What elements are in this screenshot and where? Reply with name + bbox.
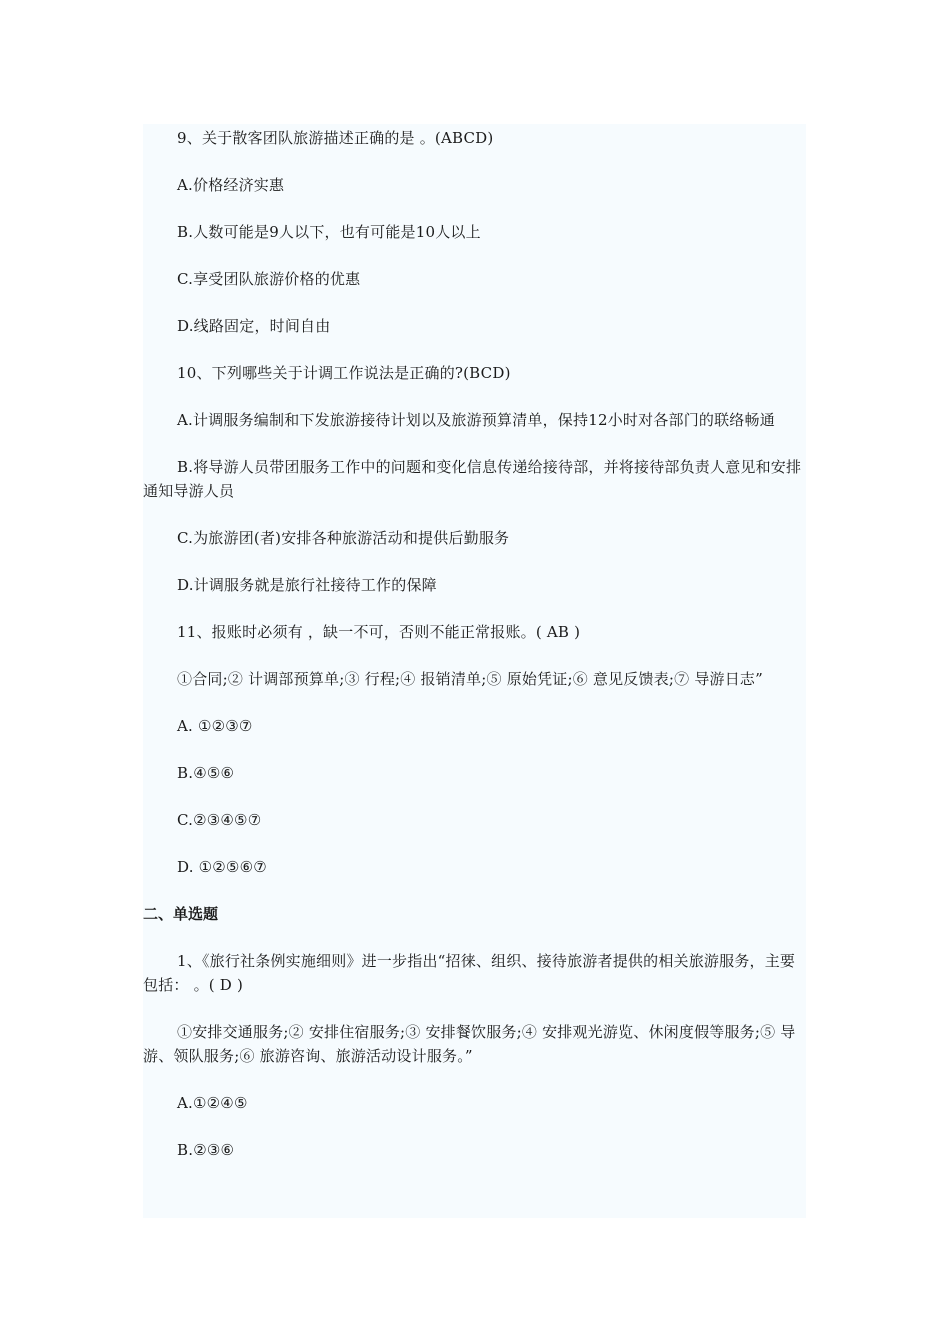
- question-9: 9、关于散客团队旅游描述正确的是 。(ABCD): [177, 129, 494, 147]
- q9-option-c: C.享受团队旅游价格的优惠: [177, 270, 361, 288]
- question-11: 11、报账时必须有 ，缺一不可，否则不能正常报账。( AB ): [177, 623, 581, 641]
- q11-option-d: D. ①②⑤⑥⑦: [177, 858, 267, 876]
- question-10: 10、下列哪些关于计调工作说法是正确的?(BCD): [177, 364, 511, 382]
- q10-option-d: D.计调服务就是旅行社接待工作的保障: [177, 576, 437, 594]
- q10-option-b: B.将导游人员带团服务工作中的问题和变化信息传递给接待部，并将接待部负责人意见和安排通知导游人员: [143, 458, 802, 500]
- q11-items: ①合同;② 计调部预算单;③ 行程;④ 报销清单;⑤ 原始凭证;⑥ 意见反馈表;⑦ 导游日志”: [177, 670, 764, 688]
- sc-q1-items: ①安排交通服务;② 安排住宿服务;③ 安排餐饮服务;④ 安排观光游览、休闲度假等服务;⑤ 导游、领队服务;⑥ 旅游咨询、旅游活动设计服务。”: [143, 1023, 796, 1065]
- sc-question-1: 1、《旅行社条例实施细则》进一步指出“招徕、组织、接待旅游者提供的相关旅游服务，主要包括： 。( D ): [143, 952, 796, 994]
- sc-q1-option-a: A.①②④⑤: [177, 1094, 248, 1112]
- q11-option-b: B.④⑤⑥: [177, 764, 235, 782]
- section-heading-single-choice: 二、单选题: [143, 905, 219, 923]
- q11-option-c: C.②③④⑤⑦: [177, 811, 262, 829]
- q10-option-a: A.计调服务编制和下发旅游接待计划以及旅游预算清单，保持12小时对各部门的联络畅通: [177, 411, 775, 429]
- q11-option-a: A. ①②③⑦: [177, 717, 253, 735]
- sc-q1-option-b: B.②③⑥: [177, 1141, 235, 1159]
- q9-option-b: B.人数可能是9人以下，也有可能是10人以上: [177, 223, 481, 241]
- document-page: [143, 124, 806, 1218]
- q9-option-d: D.线路固定，时间自由: [177, 317, 331, 335]
- q9-option-a: A.价格经济实惠: [177, 176, 285, 194]
- q10-option-c: C.为旅游团(者)安排各种旅游活动和提供后勤服务: [177, 529, 510, 547]
